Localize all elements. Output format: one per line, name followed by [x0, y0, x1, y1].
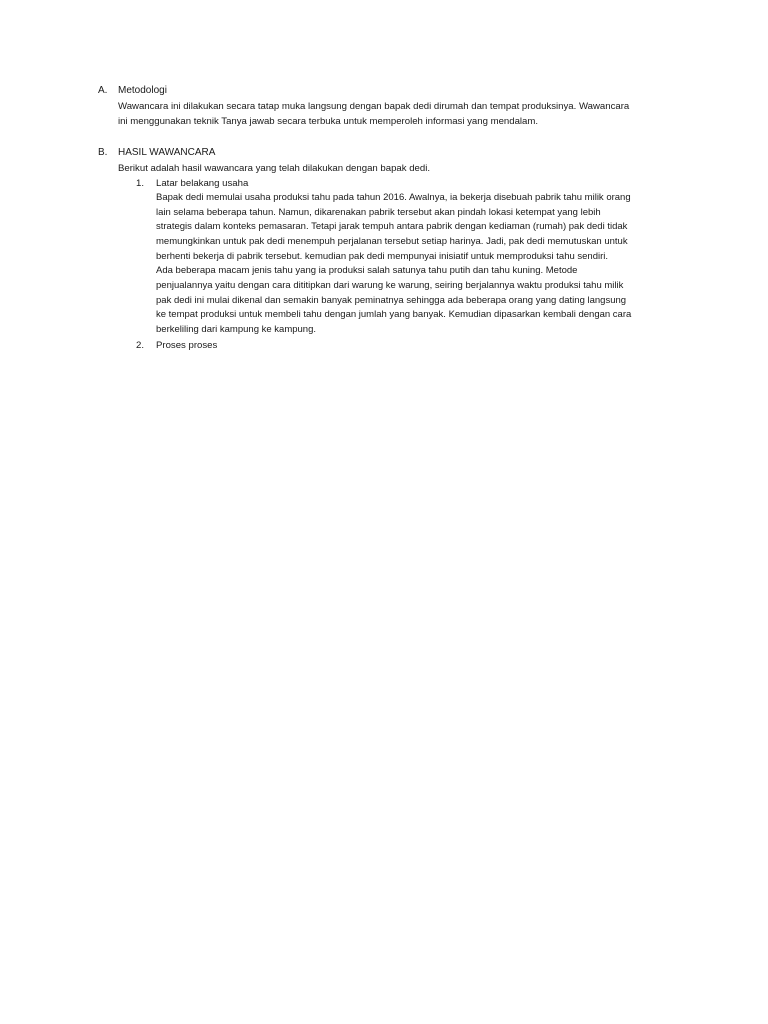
section-title: HASIL WAWANCARA: [118, 147, 216, 158]
section-heading: [98, 145, 698, 161]
list-label: Proses proses: [156, 339, 218, 351]
list-item-latar-belakang: [136, 176, 692, 338]
section-letter: A.: [98, 85, 108, 96]
list-number: 2.: [136, 339, 145, 351]
body-line: pak dedi ini mulai dikenal dan semakin banyak peminatnya sehingga ada beberapa orang yang dating langsung: [156, 294, 627, 306]
paragraph-line: ini menggunakan teknik Tanya jawab secara terbuka untuk memperoleh informasi yang mendalam.: [118, 115, 539, 127]
section-title: Metodologi: [118, 85, 167, 96]
list-item-proses: [136, 338, 692, 353]
list-item-body: [156, 191, 692, 338]
body-line: memungkinkan untuk pak dedi menempuh perjalanan tersebut setiap harinya. Jadi, pak dedi memutuskan untuk: [156, 236, 628, 248]
body-line: berhenti bekerja di pabrik tersebut. kemudian pak dedi mempunyai inisiatif untuk memproduksi tahu sendiri.: [156, 250, 609, 262]
body-line: strategis dalam konteks pemasaran. Tetapi jarak tempuh antara pabrik dengan kediaman (rumah) pak dedi tidak: [156, 221, 628, 233]
list-item-heading: [136, 338, 692, 353]
list-label: Latar belakang usaha: [156, 177, 249, 189]
body-line: Bapak dedi memulai usaha produksi tahu pada tahun 2016. Awalnya, ia bekerja disebuah pabrik tahu milik orang: [156, 192, 631, 204]
section-paragraph: [118, 99, 690, 130]
body-line: lain selama beberapa tahun. Namun, dikarenakan pabrik tersebut akan pindah lokasi ketempat yang lebih: [156, 206, 601, 218]
section-letter: B.: [98, 147, 108, 158]
body-line: penjualannya yaitu dengan cara dititipkan dari warung ke warung, seiring berjalannya waktu produksi tahu milik: [156, 280, 624, 292]
list-item-heading: [136, 176, 692, 191]
section-metodologi: [98, 83, 698, 129]
paragraph-line: Berikut adalah hasil wawancara yang telah dilakukan dengan bapak dedi.: [118, 162, 431, 174]
numbered-list: [136, 176, 692, 353]
body-line: Ada beberapa macam jenis tahu yang ia produksi salah satunya tahu putih dan tahu kuning. Metode: [156, 265, 578, 277]
list-number: 1.: [136, 177, 145, 189]
paragraph-line: Wawancara ini dilakukan secara tatap muka langsung dengan bapak dedi dirumah dan tempat produksinya. Wawancara: [118, 100, 630, 112]
section-paragraph: [118, 161, 690, 176]
section-hasil-wawancara: [98, 145, 698, 353]
section-heading: [98, 83, 698, 99]
body-line: ke tempat produksi untuk membeli tahu dengan jumlah yang banyak. Kemudian dipasarkan kembali dengan cara: [156, 309, 632, 321]
body-line: berkeliling dari kampung ke kampung.: [156, 324, 317, 335]
